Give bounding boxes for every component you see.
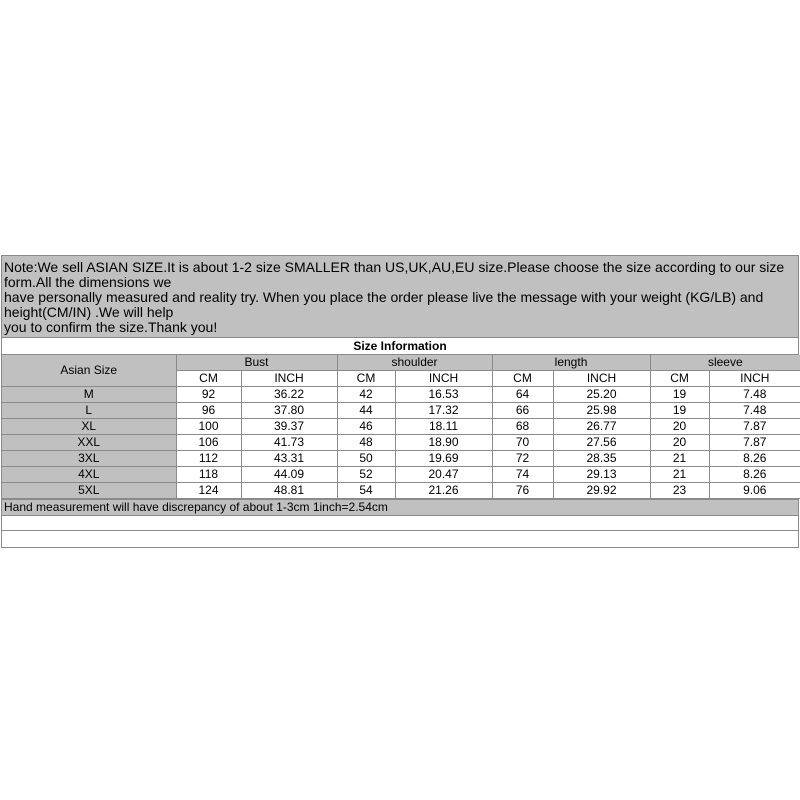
table-title: Size Information <box>2 338 798 355</box>
note-line: have personally measured and reality try. When you place the order please live the message with your weight (KG/LB) and <box>4 289 764 305</box>
measurement-cell: 25.20 <box>553 387 650 403</box>
unit-header: CM <box>176 371 241 387</box>
measurement-cell: 28.35 <box>553 451 650 467</box>
measurement-cell: 7.87 <box>709 435 800 451</box>
unit-header: CM <box>492 371 553 387</box>
measurement-cell: 9.06 <box>709 483 800 499</box>
size-column-header: Asian Size <box>2 355 176 387</box>
measurement-cell: 64 <box>492 387 553 403</box>
measurement-cell: 74 <box>492 467 553 483</box>
size-label-cell: XXL <box>2 435 176 451</box>
measurement-cell: 100 <box>176 419 241 435</box>
measurement-cell: 26.77 <box>553 419 650 435</box>
measurement-cell: 20.47 <box>395 467 492 483</box>
unit-header: CM <box>650 371 709 387</box>
measurement-cell: 21 <box>650 467 709 483</box>
blank-row <box>2 515 798 530</box>
measurement-cell: 52 <box>337 467 395 483</box>
group-header-length: length <box>492 355 650 371</box>
measurement-cell: 7.87 <box>709 419 800 435</box>
note-line: Note:We sell ASIAN SIZE.It is about 1-2 size SMALLER than US,UK,AU,EU size.Please choose the size according to our size <box>4 259 785 275</box>
size-table <box>2 355 800 499</box>
table-row <box>2 403 800 419</box>
note-line: form.All the dimensions we <box>4 274 172 290</box>
measurement-cell: 42 <box>337 387 395 403</box>
size-label-cell: XL <box>2 419 176 435</box>
group-header-bust: Bust <box>176 355 337 371</box>
measurement-cell: 23 <box>650 483 709 499</box>
measurement-cell: 50 <box>337 451 395 467</box>
size-label-cell: 4XL <box>2 467 176 483</box>
measurement-cell: 106 <box>176 435 241 451</box>
unit-header: CM <box>337 371 395 387</box>
measurement-cell: 44 <box>337 403 395 419</box>
measurement-cell: 41.73 <box>241 435 337 451</box>
unit-header: INCH <box>395 371 492 387</box>
measurement-cell: 17.32 <box>395 403 492 419</box>
unit-header: INCH <box>709 371 800 387</box>
unit-header: INCH <box>553 371 650 387</box>
table-row <box>2 419 800 435</box>
measurement-cell: 7.48 <box>709 403 800 419</box>
measurement-cell: 36.22 <box>241 387 337 403</box>
measurement-cell: 68 <box>492 419 553 435</box>
measurement-cell: 25.98 <box>553 403 650 419</box>
measurement-cell: 48 <box>337 435 395 451</box>
measurement-cell: 54 <box>337 483 395 499</box>
measurement-cell: 39.37 <box>241 419 337 435</box>
measurement-footnote: Hand measurement will have discrepancy of about 1-3cm 1inch=2.54cm <box>2 499 798 515</box>
size-note <box>2 256 798 338</box>
measurement-cell: 16.53 <box>395 387 492 403</box>
table-row <box>2 435 800 451</box>
measurement-cell: 48.81 <box>241 483 337 499</box>
group-header-shoulder: shoulder <box>337 355 492 371</box>
measurement-cell: 92 <box>176 387 241 403</box>
measurement-cell: 29.13 <box>553 467 650 483</box>
measurement-cell: 8.26 <box>709 467 800 483</box>
measurement-cell: 118 <box>176 467 241 483</box>
table-row <box>2 451 800 467</box>
size-label-cell: L <box>2 403 176 419</box>
size-label-cell: 5XL <box>2 483 176 499</box>
measurement-cell: 21.26 <box>395 483 492 499</box>
measurement-cell: 18.90 <box>395 435 492 451</box>
measurement-cell: 18.11 <box>395 419 492 435</box>
unit-header: INCH <box>241 371 337 387</box>
measurement-cell: 19 <box>650 387 709 403</box>
measurement-cell: 19 <box>650 403 709 419</box>
group-header-sleeve: sleeve <box>650 355 800 371</box>
table-row <box>2 467 800 483</box>
measurement-cell: 76 <box>492 483 553 499</box>
measurement-cell: 8.26 <box>709 451 800 467</box>
table-row <box>2 483 800 499</box>
measurement-cell: 96 <box>176 403 241 419</box>
measurement-cell: 19.69 <box>395 451 492 467</box>
note-line: height(CM/IN) .We will help <box>4 304 174 320</box>
measurement-cell: 46 <box>337 419 395 435</box>
table-row <box>2 387 800 403</box>
measurement-cell: 29.92 <box>553 483 650 499</box>
size-chart <box>1 255 799 548</box>
measurement-cell: 20 <box>650 419 709 435</box>
measurement-cell: 70 <box>492 435 553 451</box>
measurement-cell: 124 <box>176 483 241 499</box>
note-line: you to confirm the size.Thank you! <box>4 319 218 335</box>
measurement-cell: 72 <box>492 451 553 467</box>
size-label-cell: 3XL <box>2 451 176 467</box>
measurement-cell: 44.09 <box>241 467 337 483</box>
measurement-cell: 21 <box>650 451 709 467</box>
measurement-cell: 7.48 <box>709 387 800 403</box>
measurement-cell: 66 <box>492 403 553 419</box>
measurement-cell: 37.80 <box>241 403 337 419</box>
measurement-cell: 43.31 <box>241 451 337 467</box>
measurement-cell: 112 <box>176 451 241 467</box>
size-label-cell: M <box>2 387 176 403</box>
measurement-cell: 27.56 <box>553 435 650 451</box>
blank-row <box>2 530 798 547</box>
measurement-cell: 20 <box>650 435 709 451</box>
